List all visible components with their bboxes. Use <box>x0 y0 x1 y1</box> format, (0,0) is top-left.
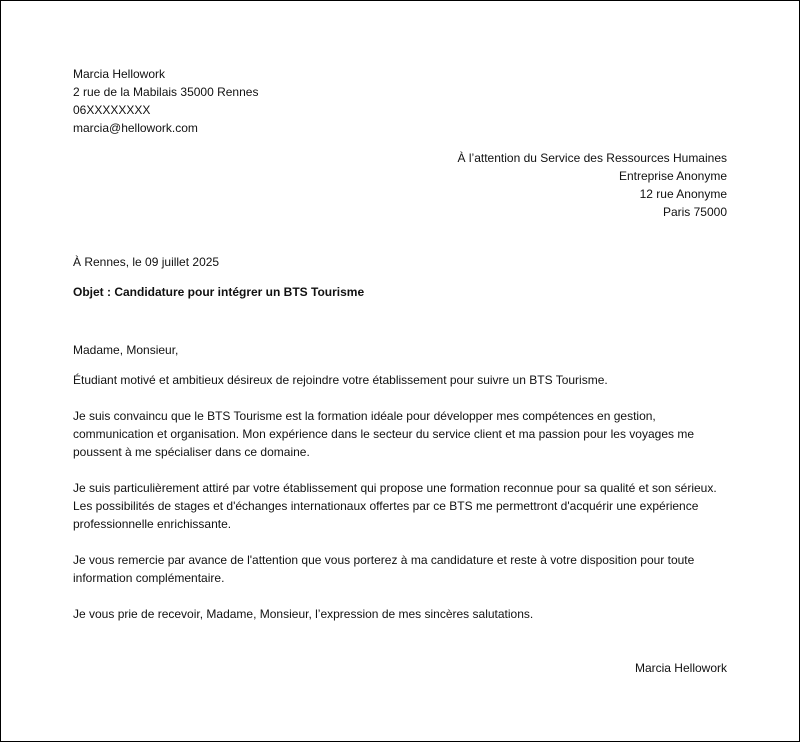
sender-phone: 06XXXXXXXX <box>73 103 151 117</box>
body-paragraph-2: Je suis convaincu que le BTS Tourisme est la formation idéale pour développer mes compétences en gestion, communication et organisation. Mon expérience dans le secteur du service client et ma passion pour les voyages me poussent à me spécialiser dans ce domaine. <box>73 409 694 459</box>
body-paragraph-4: Je vous remercie par avance de l'attention que vous porterez à ma candidature et reste à votre disposition pour toute information complémentaire. <box>73 553 695 585</box>
closing-paragraph: Je vous prie de recevoir, Madame, Monsieur, l’expression de mes sincères salutations. <box>73 607 534 621</box>
letter-content <box>73 65 727 677</box>
recipient-attention: À l’attention du Service des Ressources Humaines <box>457 151 727 165</box>
sender-address: 2 rue de la Mabilais 35000 Rennes <box>73 85 259 99</box>
body-paragraph-3: Je suis particulièrement attiré par votre établissement qui propose une formation reconnue pour sa qualité et son sérieux. Les possibilités de stages et d'échanges internationaux offertes par ce BTS me permettront d'acquérir une expérience professionnelle enrichissante. <box>73 481 717 531</box>
salutation: Madame, Monsieur, <box>73 343 179 357</box>
sender-email: marcia@hellowork.com <box>73 121 198 135</box>
recipient-city: Paris 75000 <box>662 205 727 219</box>
body-paragraph-1: Étudiant motivé et ambitieux désireux de rejoindre votre établissement pour suivre un BTS Tourisme. <box>73 373 608 387</box>
sender-block <box>73 65 727 137</box>
sender-name: Marcia Hellowork <box>73 67 166 81</box>
recipient-block <box>73 149 727 221</box>
subject-line: Objet : Candidature pour intégrer un BTS Tourisme <box>73 285 365 299</box>
recipient-street: 12 rue Anonyme <box>639 187 727 201</box>
recipient-company: Entreprise Anonyme <box>618 169 727 183</box>
signature: Marcia Hellowork <box>634 661 727 675</box>
date-line: À Rennes, le 09 juillet 2025 <box>73 255 220 269</box>
